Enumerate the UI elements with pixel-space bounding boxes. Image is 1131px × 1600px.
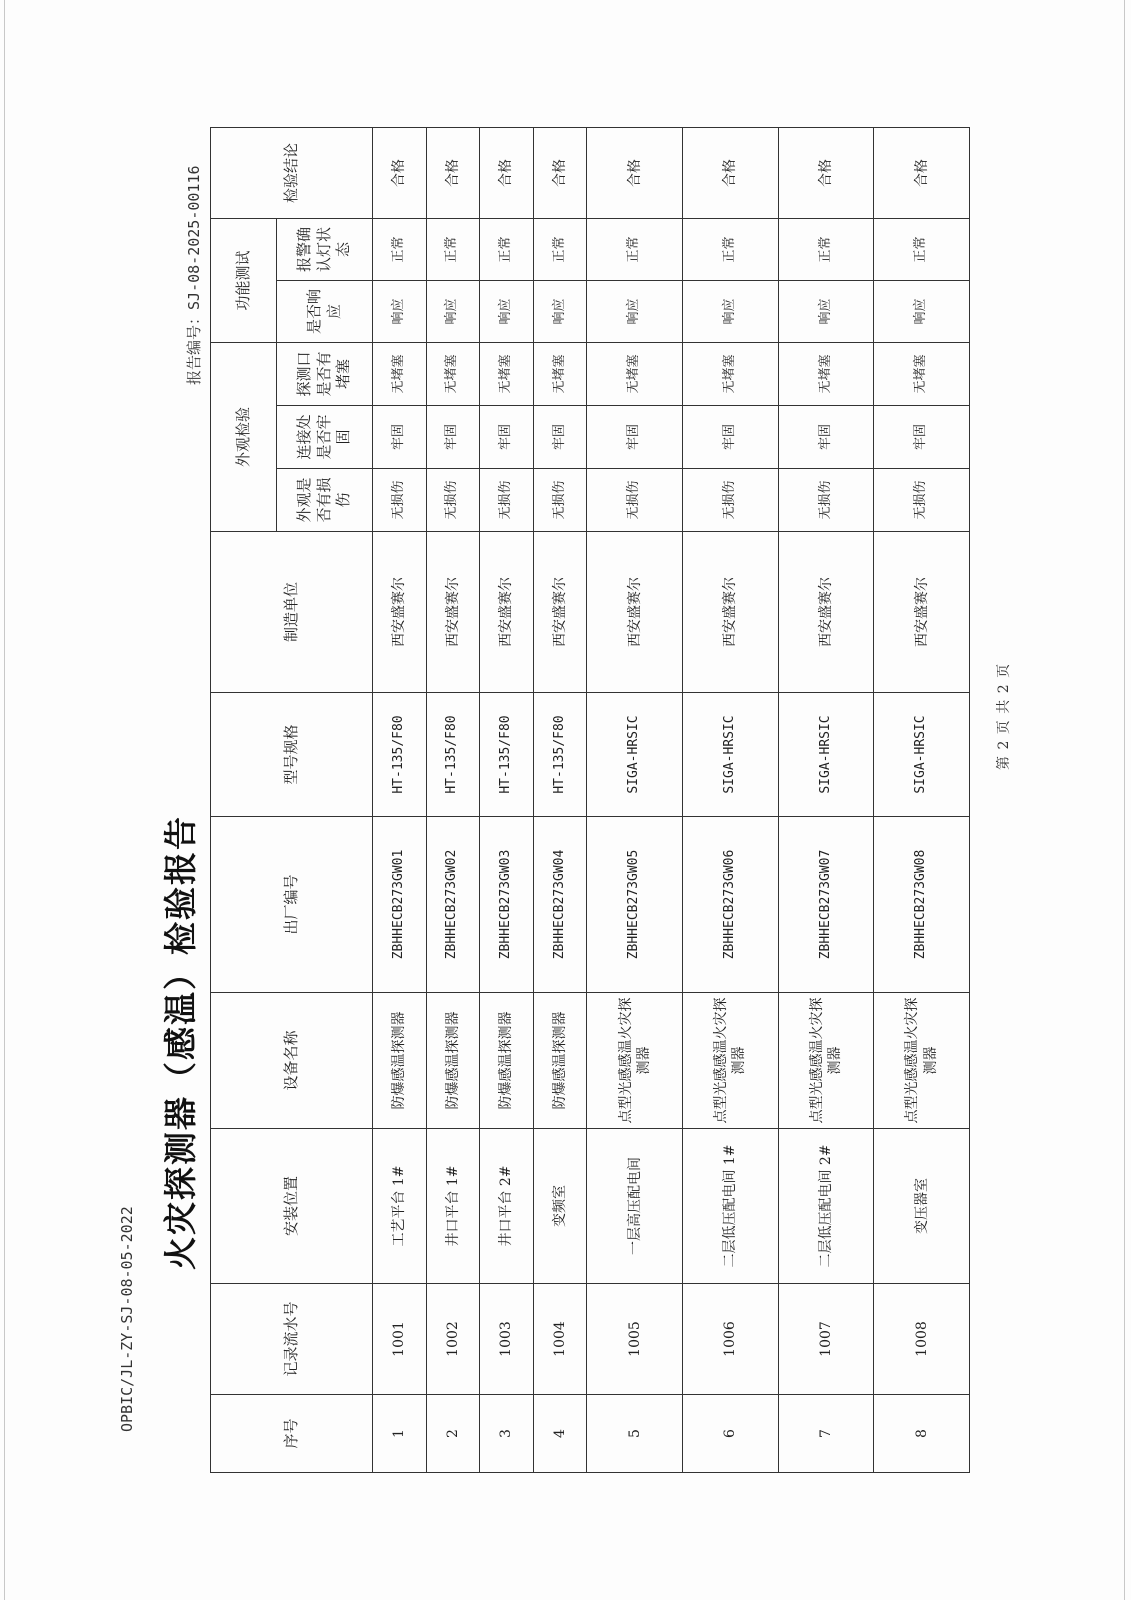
cell-device-name: 点型光感感温火灾探测器 bbox=[683, 993, 779, 1129]
cell-damage: 无损伤 bbox=[480, 469, 534, 532]
cell-record-no: 1003 bbox=[480, 1284, 534, 1395]
cell-model: SIGA-HRSIC bbox=[587, 693, 683, 817]
cell-damage: 无损伤 bbox=[778, 469, 874, 532]
cell-conclusion: 合格 bbox=[778, 127, 874, 218]
table-row bbox=[874, 127, 970, 1472]
table-row bbox=[683, 127, 779, 1472]
header-response: 是否响应 bbox=[277, 280, 373, 342]
cell-record-no: 1007 bbox=[778, 1284, 874, 1395]
cell-device-name: 点型光感感温火灾探测器 bbox=[587, 993, 683, 1129]
cell-seq: 8 bbox=[874, 1395, 970, 1473]
header-appearance-group: 外观检验 bbox=[211, 342, 277, 531]
header-row-1 bbox=[211, 127, 277, 1472]
cell-light: 正常 bbox=[587, 218, 683, 280]
cell-device-name: 防爆感温探测器 bbox=[373, 993, 427, 1129]
cell-response: 响应 bbox=[587, 280, 683, 342]
cell-model: SIGA-HRSIC bbox=[778, 693, 874, 817]
cell-factory-no: ZBHHECB273GW08 bbox=[874, 817, 970, 993]
header-location: 安装位置 bbox=[211, 1129, 373, 1284]
cell-record-no: 1005 bbox=[587, 1284, 683, 1395]
cell-firm: 牢固 bbox=[373, 406, 427, 469]
cell-location: 二层低压配电间 1# bbox=[683, 1129, 779, 1284]
table-row bbox=[778, 127, 874, 1472]
cell-response: 响应 bbox=[373, 280, 427, 342]
cell-firm: 牢固 bbox=[587, 406, 683, 469]
cell-damage: 无损伤 bbox=[874, 469, 970, 532]
cell-record-no: 1002 bbox=[426, 1284, 480, 1395]
cell-manufacturer: 西安盛赛尔 bbox=[587, 532, 683, 693]
cell-manufacturer: 西安盛赛尔 bbox=[778, 532, 874, 693]
header-model: 型号规格 bbox=[211, 693, 373, 817]
cell-firm: 牢固 bbox=[683, 406, 779, 469]
cell-damage: 无损伤 bbox=[426, 469, 480, 532]
cell-response: 响应 bbox=[426, 280, 480, 342]
cell-record-no: 1001 bbox=[373, 1284, 427, 1395]
cell-device-name: 点型光感感温火灾探测器 bbox=[778, 993, 874, 1129]
cell-conclusion: 合格 bbox=[874, 127, 970, 218]
cell-conclusion: 合格 bbox=[683, 127, 779, 218]
cell-seq: 3 bbox=[480, 1395, 534, 1473]
cell-manufacturer: 西安盛赛尔 bbox=[874, 532, 970, 693]
cell-manufacturer: 西安盛赛尔 bbox=[426, 532, 480, 693]
cell-location: 变频室 bbox=[533, 1129, 587, 1284]
report-title: 火灾探测器（感温）检验报告 bbox=[161, 815, 200, 1270]
cell-blocked: 无堵塞 bbox=[874, 342, 970, 405]
cell-factory-no: ZBHHECB273GW06 bbox=[683, 817, 779, 993]
cell-model: HT-135/F80 bbox=[533, 693, 587, 817]
cell-factory-no: ZBHHECB273GW05 bbox=[587, 817, 683, 993]
table-row bbox=[373, 127, 427, 1472]
cell-manufacturer: 西安盛赛尔 bbox=[373, 532, 427, 693]
cell-manufacturer: 西安盛赛尔 bbox=[683, 532, 779, 693]
cell-seq: 1 bbox=[373, 1395, 427, 1473]
cell-factory-no: ZBHHECB273GW04 bbox=[533, 817, 587, 993]
cell-device-name: 防爆感温探测器 bbox=[426, 993, 480, 1129]
cell-location: 井口平台 1# bbox=[426, 1129, 480, 1284]
table-row bbox=[426, 127, 480, 1472]
cell-conclusion: 合格 bbox=[533, 127, 587, 218]
cell-light: 正常 bbox=[778, 218, 874, 280]
cell-device-name: 防爆感温探测器 bbox=[533, 993, 587, 1129]
cell-light: 正常 bbox=[533, 218, 587, 280]
header-device-name: 设备名称 bbox=[211, 993, 373, 1129]
cell-model: HT-135/F80 bbox=[480, 693, 534, 817]
cell-location: 一层高压配电间 bbox=[587, 1129, 683, 1284]
cell-factory-no: ZBHHECB273GW02 bbox=[426, 817, 480, 993]
header-record-no: 记录流水号 bbox=[211, 1284, 373, 1395]
header-factory-no: 出厂编号 bbox=[211, 817, 373, 993]
cell-record-no: 1008 bbox=[874, 1284, 970, 1395]
cell-light: 正常 bbox=[683, 218, 779, 280]
table-row bbox=[533, 127, 587, 1472]
cell-damage: 无损伤 bbox=[533, 469, 587, 532]
cell-model: HT-135/F80 bbox=[426, 693, 480, 817]
cell-damage: 无损伤 bbox=[683, 469, 779, 532]
cell-model: HT-135/F80 bbox=[373, 693, 427, 817]
cell-manufacturer: 西安盛赛尔 bbox=[480, 532, 534, 693]
cell-factory-no: ZBHHECB273GW01 bbox=[373, 817, 427, 993]
cell-conclusion: 合格 bbox=[480, 127, 534, 218]
cell-location: 工艺平台 1# bbox=[373, 1129, 427, 1284]
cell-seq: 4 bbox=[533, 1395, 587, 1473]
document-code: OPBIC/JL-ZY-SJ-08-05-2022 bbox=[118, 1206, 136, 1432]
cell-firm: 牢固 bbox=[426, 406, 480, 469]
cell-seq: 7 bbox=[778, 1395, 874, 1473]
cell-firm: 牢固 bbox=[533, 406, 587, 469]
cell-device-name: 防爆感温探测器 bbox=[480, 993, 534, 1129]
cell-blocked: 无堵塞 bbox=[373, 342, 427, 405]
cell-response: 响应 bbox=[683, 280, 779, 342]
cell-conclusion: 合格 bbox=[426, 127, 480, 218]
cell-damage: 无损伤 bbox=[373, 469, 427, 532]
cell-device-name: 点型光感感温火灾探测器 bbox=[874, 993, 970, 1129]
cell-seq: 6 bbox=[683, 1395, 779, 1473]
header-alarm-light: 报警确认灯状态 bbox=[277, 218, 373, 280]
cell-blocked: 无堵塞 bbox=[778, 342, 874, 405]
report-number-label: 报告编号： bbox=[185, 309, 203, 385]
cell-response: 响应 bbox=[533, 280, 587, 342]
cell-location: 二层低压配电间 2# bbox=[778, 1129, 874, 1284]
cell-blocked: 无堵塞 bbox=[533, 342, 587, 405]
cell-location: 井口平台 2# bbox=[480, 1129, 534, 1284]
cell-conclusion: 合格 bbox=[587, 127, 683, 218]
header-seq: 序号 bbox=[211, 1395, 373, 1473]
cell-blocked: 无堵塞 bbox=[683, 342, 779, 405]
cell-damage: 无损伤 bbox=[587, 469, 683, 532]
header-connection-firm: 连接处是否牢固 bbox=[277, 406, 373, 469]
cell-light: 正常 bbox=[874, 218, 970, 280]
cell-blocked: 无堵塞 bbox=[587, 342, 683, 405]
cell-record-no: 1006 bbox=[683, 1284, 779, 1395]
cell-response: 响应 bbox=[480, 280, 534, 342]
cell-firm: 牢固 bbox=[778, 406, 874, 469]
header-conclusion: 检验结论 bbox=[211, 127, 373, 218]
header-appearance-damage: 外观是否有损伤 bbox=[277, 469, 373, 532]
cell-firm: 牢固 bbox=[480, 406, 534, 469]
cell-blocked: 无堵塞 bbox=[480, 342, 534, 405]
cell-response: 响应 bbox=[874, 280, 970, 342]
cell-manufacturer: 西安盛赛尔 bbox=[533, 532, 587, 693]
cell-seq: 5 bbox=[587, 1395, 683, 1473]
table-row bbox=[587, 127, 683, 1472]
page-footer: 第 2 页 共 2 页 bbox=[996, 662, 1012, 770]
cell-model: SIGA-HRSIC bbox=[874, 693, 970, 817]
cell-light: 正常 bbox=[480, 218, 534, 280]
cell-blocked: 无堵塞 bbox=[426, 342, 480, 405]
cell-seq: 2 bbox=[426, 1395, 480, 1473]
cell-factory-no: ZBHHECB273GW03 bbox=[480, 817, 534, 993]
cell-location: 变压器室 bbox=[874, 1129, 970, 1284]
report-number bbox=[183, 165, 204, 385]
header-manufacturer: 制造单位 bbox=[211, 532, 373, 693]
cell-factory-no: ZBHHECB273GW07 bbox=[778, 817, 874, 993]
cell-firm: 牢固 bbox=[874, 406, 970, 469]
cell-light: 正常 bbox=[426, 218, 480, 280]
table-row bbox=[480, 127, 534, 1472]
cell-response: 响应 bbox=[778, 280, 874, 342]
cell-light: 正常 bbox=[373, 218, 427, 280]
header-function-group: 功能测试 bbox=[211, 218, 277, 342]
cell-model: SIGA-HRSIC bbox=[683, 693, 779, 817]
cell-conclusion: 合格 bbox=[373, 127, 427, 218]
report-number-value: SJ-08-2025-00116 bbox=[185, 165, 203, 310]
header-probe-blocked: 探测口是否有堵塞 bbox=[277, 342, 373, 405]
cell-record-no: 1004 bbox=[533, 1284, 587, 1395]
inspection-table bbox=[210, 127, 970, 1473]
